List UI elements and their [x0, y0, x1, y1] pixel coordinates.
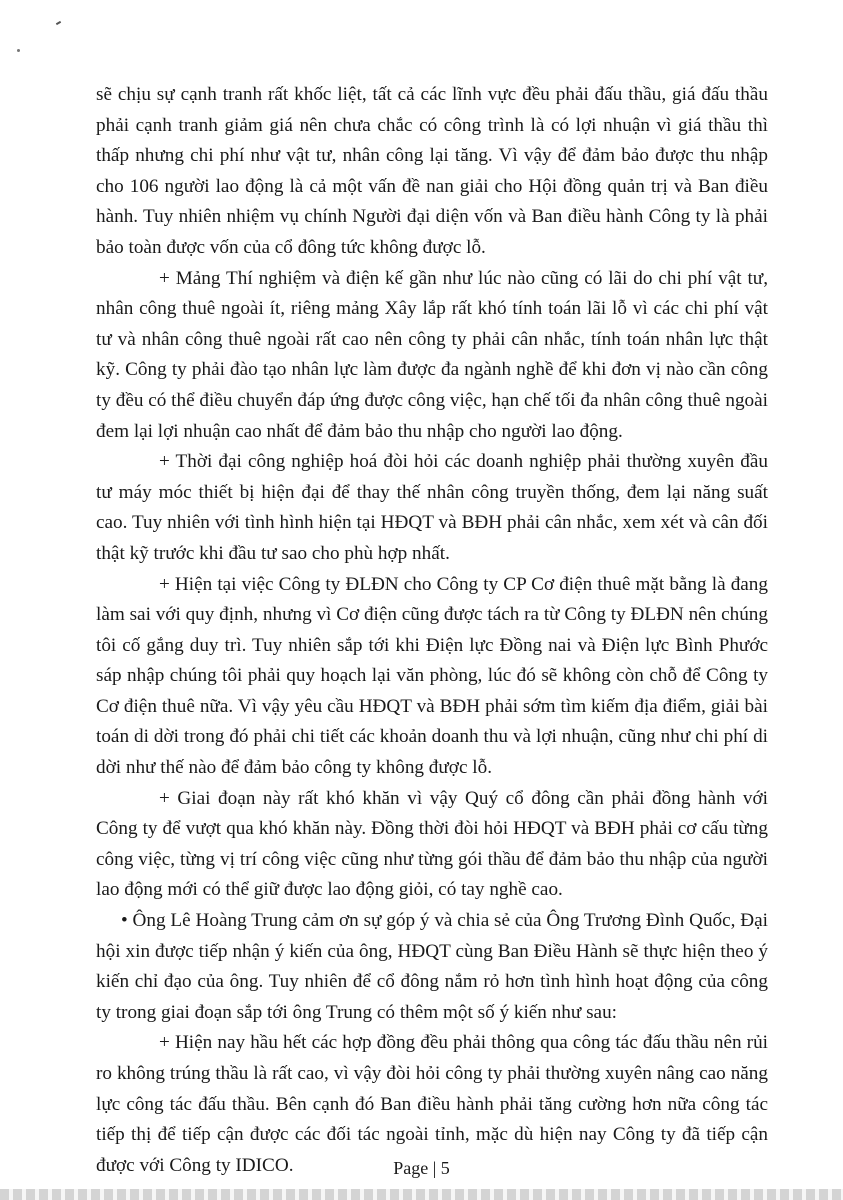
paragraph-continuation: sẽ chịu sự cạnh tranh rất khốc liệt, tất cả các lĩnh vực đều phải đấu thầu, giá đấu thầu phải cạnh tranh giảm giá nên chưa chắc có công trình là có lợi nhuận vì giá thầu thì thấp nhưng chi phí như vật tư, nhân công lại tăng. Vì vậy để đảm bảo được thu nhập cho 106 người lao động là cả một vấn đề nan giải cho Hội đồng quản trị và Ban điều hành. Tuy nhiên nhiệm vụ chính Người đại diện vốn và Ban điều hành Công ty là phải bảo toàn được vốn của cổ đông tức không được lỗ.	[96, 84, 768, 258]
paragraph-bidding: + Hiện nay hầu hết các hợp đồng đều phải thông qua công tác đấu thầu nên rủi ro không trúng thầu là rất cao, vì vậy đòi hỏi công ty phải thường xuyên nâng cao năng lực công tác đấu thầu. Bên cạnh đó Ban điều hành phải tăng cường hơn nữa công tác tiếp thị để tiếp cận được các đối tác ngoài tỉnh, mặc dù hiện nay Công ty đã tiếp cận được với Công ty IDICO.	[96, 1032, 768, 1176]
document-body	[96, 80, 768, 1181]
scan-mark	[56, 21, 61, 25]
scan-edge-strip	[0, 1189, 843, 1200]
paragraph-difficult-period: + Giai đoạn này rất khó khăn vì vậy Quý cổ đông cần phải đồng hành với Công ty để vượt qua khó khăn này. Đồng thời đòi hỏi HĐQT và BĐH phải cơ cấu từng công việc, từng vị trí công việc cũng như từng gói thầu để đảm bảo thu nhập của người lao động mới có thể giữ được lao động giỏi, có tay nghề cao.	[96, 787, 768, 901]
paragraph-bullet-response: • Ông Lê Hoàng Trung cảm ơn sự góp ý và chia sẻ của Ông Trương Đình Quốc, Đại hội xin được tiếp nhận ý kiến của ông, HĐQT cùng Ban Điều Hành sẽ thực hiện theo ý kiến chỉ đạo của ông. Tuy nhiên để cổ đông nắm rỏ hơn tình hình hoạt động của công ty trong giai đoạn sắp tới ông Trung có thêm một số ý kiến như sau:	[96, 910, 768, 1023]
page-number: Page | 5	[393, 1158, 450, 1178]
paragraph-premises-lease: + Hiện tại việc Công ty ĐLĐN cho Công ty CP Cơ điện thuê mặt bằng là đang làm sai với quy định, nhưng vì Cơ điện cũng được tách ra từ Công ty ĐLĐN nên chúng tôi cố gắng duy trì. Tuy nhiên sắp tới khi Điện lực Đồng nai và Điện lực Bình Phước sáp nhập chúng tôi phải quy hoạch lại văn phòng, lúc đó sẽ không còn chỗ để Công ty Cơ điện thuê nữa. Vì vậy yêu cầu HĐQT và BĐH phải sớm tìm kiếm địa điểm, giải bài toán di dời trong đó phải chi tiết các khoản doanh thu và lợi nhuận, cũng như chi phí di dời như thế nào để đảm bảo công ty không được lỗ.	[96, 573, 768, 779]
paragraph-testing-and-meter: + Mảng Thí nghiệm và điện kế gần như lúc nào cũng có lãi do chi phí vật tư, nhân công thuê ngoài ít, riêng mảng Xây lắp rất khó tính toán lãi lỗ vì các chi phí vật tư và nhân công thuê ngoài rất cao nên công ty phải cân nhắc, tính toán nhân lực thật kỹ. Công ty phải đào tạo nhân lực làm được đa ngành nghề để khi đơn vị nào cần công ty đều có thể điều chuyển đáp ứng được công việc, hạn chế tối đa nhân công thuê ngoài đem lại lợi nhuận cao nhất để đảm bảo thu nhập cho người lao động.	[96, 267, 768, 442]
paragraph-industrialization: + Thời đại công nghiệp hoá đòi hỏi các doanh nghiệp phải thường xuyên đầu tư máy móc thiết bị hiện đại để thay thế nhân công truyền thống, đem lại năng suất cao. Tuy nhiên với tình hình hiện tại HĐQT và BĐH phải cân nhắc, xem xét và cân đối thật kỹ trước khi đầu tư sao cho phù hợp nhất.	[96, 451, 768, 564]
scan-dot	[17, 49, 20, 52]
